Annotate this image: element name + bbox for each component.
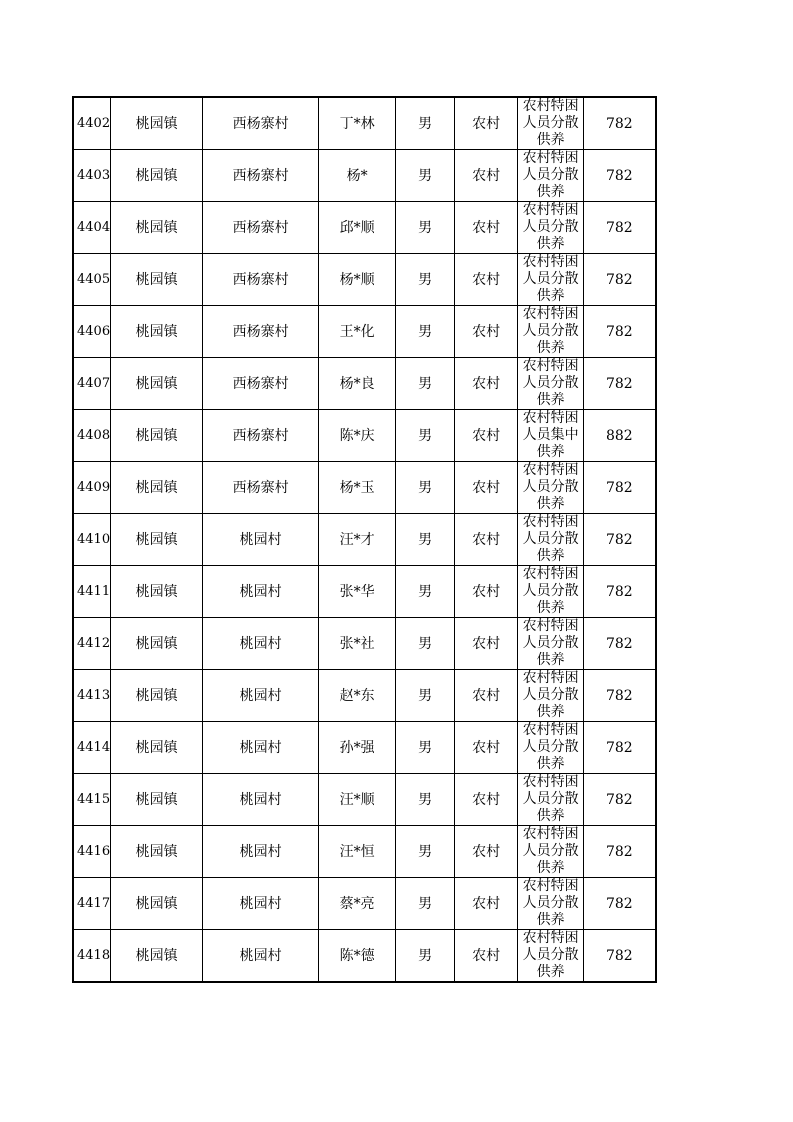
gender-cell: 男 <box>396 410 455 462</box>
village-cell: 桃园村 <box>203 618 319 670</box>
village-cell: 西杨寨村 <box>203 306 319 358</box>
record-id-cell: 4407 <box>73 358 111 410</box>
gender-cell: 男 <box>396 826 455 878</box>
support-category-text: 农村特困人员分散供养 <box>522 462 579 512</box>
household-type-cell: 农村 <box>455 774 518 826</box>
village-cell: 桃园村 <box>203 722 319 774</box>
household-type-cell: 农村 <box>455 150 518 202</box>
person-name-cell: 邱*顺 <box>319 202 396 254</box>
table-row <box>73 462 656 514</box>
table-row <box>73 566 656 618</box>
support-category-cell <box>518 97 584 150</box>
village-cell: 西杨寨村 <box>203 358 319 410</box>
table-body <box>73 97 656 982</box>
amount-cell: 782 <box>584 670 656 722</box>
person-name-cell: 蔡*亮 <box>319 878 396 930</box>
village-cell: 桃园村 <box>203 878 319 930</box>
amount-cell: 882 <box>584 410 656 462</box>
gender-cell: 男 <box>396 514 455 566</box>
gender-cell: 男 <box>396 202 455 254</box>
person-name-cell: 陈*德 <box>319 930 396 983</box>
record-id-cell: 4415 <box>73 774 111 826</box>
support-category-cell <box>518 566 584 618</box>
support-category-text: 农村特困人员分散供养 <box>522 202 579 252</box>
amount-cell: 782 <box>584 618 656 670</box>
support-category-cell <box>518 202 584 254</box>
table-row <box>73 878 656 930</box>
household-type-cell: 农村 <box>455 670 518 722</box>
village-cell: 桃园村 <box>203 774 319 826</box>
person-name-cell: 杨*顺 <box>319 254 396 306</box>
town-cell: 桃园镇 <box>111 306 203 358</box>
person-name-cell: 张*社 <box>319 618 396 670</box>
person-name-cell: 陈*庆 <box>319 410 396 462</box>
gender-cell: 男 <box>396 97 455 150</box>
record-id-cell: 4417 <box>73 878 111 930</box>
amount-cell: 782 <box>584 566 656 618</box>
table-row <box>73 618 656 670</box>
person-name-cell: 汪*才 <box>319 514 396 566</box>
amount-cell: 782 <box>584 306 656 358</box>
amount-cell: 782 <box>584 150 656 202</box>
table-row <box>73 150 656 202</box>
support-category-text: 农村特困人员分散供养 <box>522 98 579 148</box>
amount-cell: 782 <box>584 97 656 150</box>
support-category-cell <box>518 826 584 878</box>
town-cell: 桃园镇 <box>111 514 203 566</box>
record-id-cell: 4402 <box>73 97 111 150</box>
amount-cell: 782 <box>584 826 656 878</box>
household-type-cell: 农村 <box>455 254 518 306</box>
household-type-cell: 农村 <box>455 878 518 930</box>
support-category-text: 农村特困人员分散供养 <box>522 254 579 304</box>
household-type-cell: 农村 <box>455 566 518 618</box>
record-id-cell: 4408 <box>73 410 111 462</box>
table-row <box>73 97 656 150</box>
record-id-cell: 4404 <box>73 202 111 254</box>
town-cell: 桃园镇 <box>111 930 203 983</box>
gender-cell: 男 <box>396 722 455 774</box>
data-table <box>72 96 657 983</box>
household-type-cell: 农村 <box>455 358 518 410</box>
support-category-text: 农村特困人员分散供养 <box>522 722 579 772</box>
table-row <box>73 410 656 462</box>
town-cell: 桃园镇 <box>111 774 203 826</box>
town-cell: 桃园镇 <box>111 826 203 878</box>
record-id-cell: 4418 <box>73 930 111 983</box>
amount-cell: 782 <box>584 358 656 410</box>
table-row <box>73 514 656 566</box>
support-category-cell <box>518 618 584 670</box>
table-row <box>73 930 656 983</box>
amount-cell: 782 <box>584 202 656 254</box>
person-name-cell: 孙*强 <box>319 722 396 774</box>
village-cell: 西杨寨村 <box>203 254 319 306</box>
person-name-cell: 丁*林 <box>319 97 396 150</box>
household-type-cell: 农村 <box>455 826 518 878</box>
record-id-cell: 4410 <box>73 514 111 566</box>
town-cell: 桃园镇 <box>111 566 203 618</box>
gender-cell: 男 <box>396 566 455 618</box>
town-cell: 桃园镇 <box>111 97 203 150</box>
household-type-cell: 农村 <box>455 514 518 566</box>
gender-cell: 男 <box>396 618 455 670</box>
record-id-cell: 4409 <box>73 462 111 514</box>
village-cell: 桃园村 <box>203 514 319 566</box>
gender-cell: 男 <box>396 930 455 983</box>
village-cell: 西杨寨村 <box>203 150 319 202</box>
record-id-cell: 4414 <box>73 722 111 774</box>
town-cell: 桃园镇 <box>111 722 203 774</box>
village-cell: 桃园村 <box>203 566 319 618</box>
village-cell: 西杨寨村 <box>203 97 319 150</box>
record-id-cell: 4405 <box>73 254 111 306</box>
support-category-cell <box>518 878 584 930</box>
village-cell: 桃园村 <box>203 826 319 878</box>
person-name-cell: 杨*良 <box>319 358 396 410</box>
record-id-cell: 4403 <box>73 150 111 202</box>
village-cell: 桃园村 <box>203 670 319 722</box>
support-category-text: 农村特困人员集中供养 <box>522 410 579 460</box>
gender-cell: 男 <box>396 670 455 722</box>
gender-cell: 男 <box>396 774 455 826</box>
support-category-text: 农村特困人员分散供养 <box>522 618 579 668</box>
amount-cell: 782 <box>584 774 656 826</box>
village-cell: 西杨寨村 <box>203 462 319 514</box>
support-category-text: 农村特困人员分散供养 <box>522 566 579 616</box>
support-category-cell <box>518 514 584 566</box>
household-type-cell: 农村 <box>455 410 518 462</box>
town-cell: 桃园镇 <box>111 202 203 254</box>
town-cell: 桃园镇 <box>111 618 203 670</box>
amount-cell: 782 <box>584 462 656 514</box>
town-cell: 桃园镇 <box>111 670 203 722</box>
gender-cell: 男 <box>396 358 455 410</box>
person-name-cell: 汪*恒 <box>319 826 396 878</box>
household-type-cell: 农村 <box>455 202 518 254</box>
household-type-cell: 农村 <box>455 462 518 514</box>
amount-cell: 782 <box>584 930 656 983</box>
household-type-cell: 农村 <box>455 618 518 670</box>
town-cell: 桃园镇 <box>111 358 203 410</box>
household-type-cell: 农村 <box>455 930 518 983</box>
support-category-text: 农村特困人员分散供养 <box>522 306 579 356</box>
support-category-cell <box>518 410 584 462</box>
table-row <box>73 358 656 410</box>
support-category-cell <box>518 670 584 722</box>
support-category-text: 农村特困人员分散供养 <box>522 358 579 408</box>
household-type-cell: 农村 <box>455 722 518 774</box>
person-name-cell: 杨*玉 <box>319 462 396 514</box>
support-category-text: 农村特困人员分散供养 <box>522 774 579 824</box>
town-cell: 桃园镇 <box>111 254 203 306</box>
table-row <box>73 826 656 878</box>
gender-cell: 男 <box>396 306 455 358</box>
village-cell: 西杨寨村 <box>203 202 319 254</box>
gender-cell: 男 <box>396 254 455 306</box>
support-category-text: 农村特困人员分散供养 <box>522 930 579 980</box>
support-category-text: 农村特困人员分散供养 <box>522 878 579 928</box>
amount-cell: 782 <box>584 878 656 930</box>
record-id-cell: 4416 <box>73 826 111 878</box>
gender-cell: 男 <box>396 150 455 202</box>
person-name-cell: 汪*顺 <box>319 774 396 826</box>
person-name-cell: 赵*东 <box>319 670 396 722</box>
support-category-cell <box>518 774 584 826</box>
household-type-cell: 农村 <box>455 97 518 150</box>
support-category-cell <box>518 358 584 410</box>
support-category-text: 农村特困人员分散供养 <box>522 514 579 564</box>
town-cell: 桃园镇 <box>111 410 203 462</box>
support-category-cell <box>518 930 584 983</box>
record-id-cell: 4411 <box>73 566 111 618</box>
table-row <box>73 670 656 722</box>
record-id-cell: 4406 <box>73 306 111 358</box>
amount-cell: 782 <box>584 254 656 306</box>
table-row <box>73 202 656 254</box>
person-name-cell: 王*化 <box>319 306 396 358</box>
table-row <box>73 774 656 826</box>
support-category-cell <box>518 722 584 774</box>
support-category-cell <box>518 150 584 202</box>
gender-cell: 男 <box>396 462 455 514</box>
village-cell: 桃园村 <box>203 930 319 983</box>
household-type-cell: 农村 <box>455 306 518 358</box>
amount-cell: 782 <box>584 722 656 774</box>
record-id-cell: 4412 <box>73 618 111 670</box>
person-name-cell: 杨* <box>319 150 396 202</box>
table-row <box>73 722 656 774</box>
amount-cell: 782 <box>584 514 656 566</box>
support-category-text: 农村特困人员分散供养 <box>522 826 579 876</box>
town-cell: 桃园镇 <box>111 150 203 202</box>
village-cell: 西杨寨村 <box>203 410 319 462</box>
town-cell: 桃园镇 <box>111 462 203 514</box>
gender-cell: 男 <box>396 878 455 930</box>
table-row <box>73 254 656 306</box>
support-category-text: 农村特困人员分散供养 <box>522 150 579 200</box>
person-name-cell: 张*华 <box>319 566 396 618</box>
support-category-cell <box>518 254 584 306</box>
support-category-text: 农村特困人员分散供养 <box>522 670 579 720</box>
town-cell: 桃园镇 <box>111 878 203 930</box>
support-category-cell <box>518 462 584 514</box>
table-row <box>73 306 656 358</box>
support-category-cell <box>518 306 584 358</box>
record-id-cell: 4413 <box>73 670 111 722</box>
